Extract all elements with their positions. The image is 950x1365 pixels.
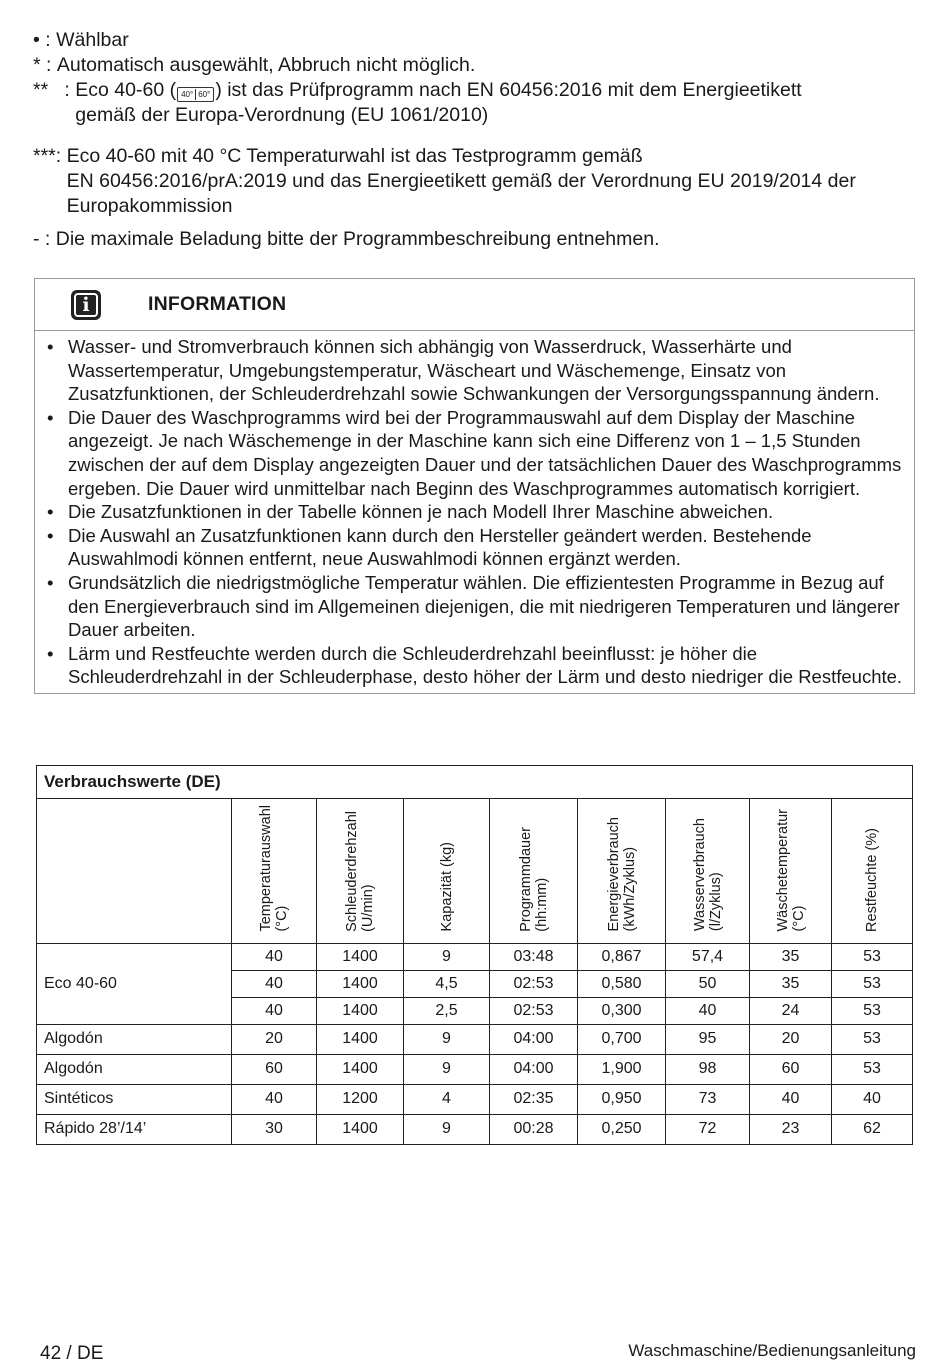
table-row [37, 1024, 913, 1054]
eco-icon-60: 60° [195, 89, 212, 100]
table-cell: 53 [832, 1054, 913, 1084]
note-text: Wählbar [56, 29, 129, 51]
table-cell: 53 [832, 997, 913, 1024]
note-eco-40 [33, 144, 913, 219]
table-cell: 40 [232, 943, 317, 970]
table-cell: 9 [404, 943, 490, 970]
note-eco-test [33, 78, 913, 128]
header-label: Restfeuchte (%) [864, 827, 881, 932]
table-cell: 53 [832, 970, 913, 997]
list-item-text: Die Dauer des Waschprogramms wird bei der Programmauswahl auf dem Display der Maschine angezeigt. Je nach Wäschemenge in der Maschine kann sich eine Differenz von 1 – 1,5 Stunden zwischen der auf dem Display angezeigten Dauer und der tatsächlichen Dauer des Waschprogramms ergeben. Die Dauer wird unmittelbar nach Beginn des Waschprogrammes automatisch korrigiert. [68, 406, 902, 499]
table-cell: 57,4 [666, 943, 750, 970]
list-item-text: Lärm und Restfeuchte werden durch die Schleuderdrehzahl beeinflusst: je höher die Schleuderdrehzahl in der Schleuderphase, desto höher der Lärm und desto niedriger die Restfeuchte. [68, 642, 903, 688]
eco-program-icon [177, 87, 214, 102]
consumption-table [36, 765, 913, 1145]
table-cell: 1400 [317, 1024, 404, 1054]
list-item-text: Wasser- und Stromverbrauch können sich abhängig von Wasserdruck, Wasserhärte und Wassertemperatur, Umgebungstemperatur, Wäscheart und Wäschemenge, Einsatz von Zusatzfunktionen, der Schleuderdrehzahl sowie Schwankungen der Versorgungsspannung ändern. [68, 336, 880, 405]
table-cell: 9 [404, 1054, 490, 1084]
table-cell: 0,867 [578, 943, 666, 970]
list-item-text: Grundsätzlich die niedrigstmögliche Temperatur wählen. Die effizientesten Programme in Bezug auf den Energieverbrauch sind im Allgemeinen diejenigen, die mit niedrigeren Temperaturen und längerer Dauer arbeiten. [68, 571, 900, 641]
information-box [34, 278, 915, 694]
note-max-load [33, 227, 913, 252]
header-label: Programmdauer (hh:mm) [517, 826, 550, 932]
header-label: Wäschetemperatur (°C) [774, 809, 807, 932]
table-cell: 35 [750, 970, 832, 997]
table-cell: 4,5 [404, 970, 490, 997]
table-cell: 53 [832, 943, 913, 970]
header-moisture [832, 799, 913, 944]
header-energy [578, 799, 666, 944]
note-marker: * : [33, 54, 57, 76]
table-cell: 24 [750, 997, 832, 1024]
table-cell: 53 [832, 1024, 913, 1054]
table-cell: 0,580 [578, 970, 666, 997]
program-cell: Sintéticos [37, 1084, 232, 1114]
table-cell: 02:53 [490, 997, 578, 1024]
information-list [35, 331, 914, 689]
table-cell: 1400 [317, 943, 404, 970]
info-icon: i [71, 290, 101, 320]
table-cell: 0,300 [578, 997, 666, 1024]
table-cell: 02:35 [490, 1084, 578, 1114]
table-cell: 04:00 [490, 1054, 578, 1084]
table-cell: 1400 [317, 970, 404, 997]
note-text: Automatisch ausgewählt, Abbruch nicht möglich. [56, 54, 476, 76]
note-marker: - : [33, 228, 56, 250]
note-marker: ** : [33, 79, 76, 101]
table-cell: 9 [404, 1114, 490, 1144]
table-cell: 98 [666, 1054, 750, 1084]
eco-icon-40: 40° [181, 90, 194, 99]
table-cell: 23 [750, 1114, 832, 1144]
table-cell: 1400 [317, 1114, 404, 1144]
table-cell: 9 [404, 1024, 490, 1054]
note-marker: • : [33, 29, 57, 51]
note-text-line2: EN 60456:2016/prA:2019 und das Energieetikett gemäß der Verordnung EU 2019/2014 der [66, 170, 856, 192]
list-item: • Die Auswahl an Zusatzfunktionen kann durch den Hersteller geändert werden. Bestehende Auswahlmodi können entfernt, neue Auswahlmodi können ergänzt werden. [47, 524, 914, 571]
note-text [75, 78, 913, 128]
list-item-text: Die Auswahl an Zusatzfunktionen kann durch den Hersteller geändert werden. Bestehende Auswahlmodi können entfernt, neue Auswahlmodi können ergänzt werden. [68, 524, 812, 570]
header-duration [490, 799, 578, 944]
header-label: Kapazität (kg) [438, 842, 455, 932]
table-cell: 1200 [317, 1084, 404, 1114]
program-cell: Rápido 28’/14’ [37, 1114, 232, 1144]
table-cell: 73 [666, 1084, 750, 1114]
header-label: Schleuderdrehzahl (U/min) [344, 810, 376, 932]
table-cell: 95 [666, 1024, 750, 1054]
list-item: • Wasser- und Stromverbrauch können sich abhängig von Wasserdruck, Wasserhärte und Wassertemperatur, Umgebungstemperatur, Wäscheart und Wäschemenge, Einsatz von Zusatzfunktionen, der Schleuderdrehzahl sowie Schwankungen der Versorgungsspannung ändern. [47, 335, 914, 406]
table-cell: 35 [750, 943, 832, 970]
table-cell: 62 [832, 1114, 913, 1144]
header-laundry-temp [750, 799, 832, 944]
consumption-table-wrapper [36, 765, 912, 1145]
list-item-text: Die Zusatzfunktionen in der Tabelle können je nach Modell Ihrer Maschine abweichen. [68, 501, 774, 523]
table-cell: 00:28 [490, 1114, 578, 1144]
header-spin-speed [317, 799, 404, 944]
page-number: 42 / DE [40, 1343, 104, 1364]
table-cell: 04:00 [490, 1024, 578, 1054]
header-capacity [404, 799, 490, 944]
table-row [37, 1054, 913, 1084]
note-selectable [33, 28, 913, 53]
table-caption: Verbrauchswerte (DE) [37, 766, 913, 799]
table-cell: 40 [232, 997, 317, 1024]
header-label: Energieverbrauch (kWh/Zyklus) [605, 817, 638, 932]
table-cell: 20 [232, 1024, 317, 1054]
program-cell: Algodón [37, 1024, 232, 1054]
table-cell: 02:53 [490, 970, 578, 997]
note-automatic [33, 53, 913, 78]
table-cell: 1400 [317, 997, 404, 1024]
table-cell: 60 [232, 1054, 317, 1084]
information-header [35, 279, 914, 331]
header-label: Temperaturauswahl (°C) [258, 805, 290, 932]
table-cell: 40 [832, 1084, 913, 1114]
table-cell: 50 [666, 970, 750, 997]
note-text-line3: Europakommission [66, 195, 233, 217]
notes-section [33, 28, 913, 252]
table-cell: 03:48 [490, 943, 578, 970]
list-item: • Grundsätzlich die niedrigstmögliche Temperatur wählen. Die effizientesten Programme in Bezug auf den Energieverbrauch sind im Allgemeinen diejenigen, die mit niedrigeren Temperaturen und längerer Dauer arbeiten. [47, 571, 914, 642]
table-cell: 72 [666, 1114, 750, 1144]
information-title: INFORMATION [148, 293, 287, 315]
table-row [37, 1114, 913, 1144]
table-cell: 60 [750, 1054, 832, 1084]
table-cell: 1,900 [578, 1054, 666, 1084]
note-text-before: Eco 40-60 ( [75, 79, 177, 101]
table-row [37, 943, 913, 970]
table-cell: 40 [232, 1084, 317, 1114]
program-cell: Eco 40-60 [37, 943, 232, 1024]
note-text: Die maximale Beladung bitte der Programmbeschreibung entnehmen. [55, 228, 660, 250]
table-cell: 4 [404, 1084, 490, 1114]
table-cell: 40 [232, 970, 317, 997]
document-title: Waschmaschine/Bedienungsanleitung [628, 1341, 916, 1360]
list-item: • Die Dauer des Waschprogramms wird bei der Programmauswahl auf dem Display der Maschine angezeigt. Je nach Wäschemenge in der Maschine kann sich eine Differenz von 1 – 1,5 Stunden zwischen der auf dem Display angezeigten Dauer und der tatsächlichen Dauer des Waschprogramms ergeben. Die Dauer wird unmittelbar nach Beginn des Waschprogrammes automatisch korrigiert. [47, 406, 914, 500]
note-text-line2: gemäß der Europa-Verordnung (EU 1061/2010) [75, 104, 489, 126]
table-cell: 2,5 [404, 997, 490, 1024]
list-item: • Lärm und Restfeuchte werden durch die Schleuderdrehzahl beeinflusst: je höher die Schleuderdrehzahl in der Schleuderphase, desto höher der Lärm und desto niedriger die Restfeuchte. [47, 642, 914, 689]
table-header-row [37, 799, 913, 944]
table-cell: 0,700 [578, 1024, 666, 1054]
header-empty [37, 799, 232, 944]
table-cell: 40 [750, 1084, 832, 1114]
header-temperature [232, 799, 317, 944]
program-cell: Algodón [37, 1054, 232, 1084]
table-cell: 40 [666, 997, 750, 1024]
table-cell: 30 [232, 1114, 317, 1144]
note-text-after: ) ist das Prüfprogramm nach EN 60456:2016 mit dem Energieetikett [215, 79, 802, 101]
table-row [37, 1084, 913, 1114]
header-label: Wasserverbrauch (l/Zyklus) [691, 818, 724, 932]
list-item: • Die Zusatzfunktionen in der Tabelle können je nach Modell Ihrer Maschine abweichen. [47, 500, 914, 524]
table-cell: 1400 [317, 1054, 404, 1084]
note-text-line1: Eco 40-60 mit 40 °C Temperaturwahl ist das Testprogramm gemäß [66, 145, 643, 167]
table-cell: 20 [750, 1024, 832, 1054]
table-cell: 0,950 [578, 1084, 666, 1114]
header-water [666, 799, 750, 944]
table-cell: 0,250 [578, 1114, 666, 1144]
note-text [67, 144, 913, 219]
note-marker: ***: [33, 145, 67, 167]
